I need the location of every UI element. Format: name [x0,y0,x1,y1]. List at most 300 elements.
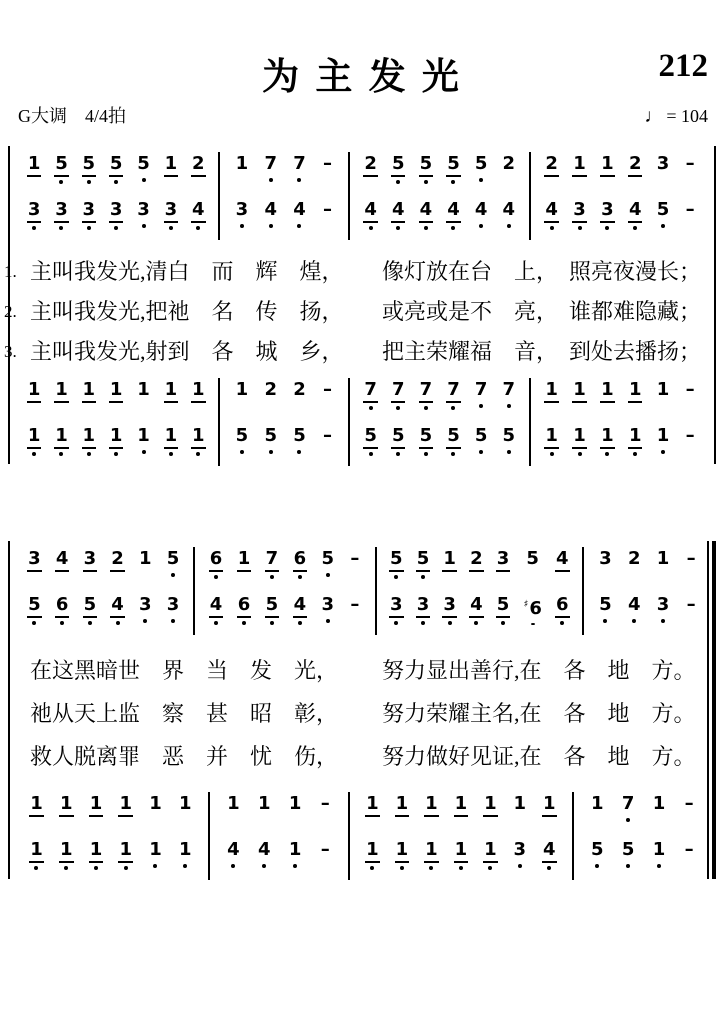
note: 5 [292,426,307,456]
key-time [18,102,126,128]
note-column [363,380,378,456]
note: 4 [110,595,125,625]
extension-dash: – [348,549,361,579]
octave-dot [501,575,505,579]
note-column [544,380,559,456]
lyric-right-phrase: 像灯放在台 上， 照亮夜漫长； [382,259,702,284]
octave-dot [269,404,273,408]
octave-dot [595,818,599,822]
note: 1 [395,794,410,824]
note: 1 [572,154,587,184]
note: 6 [55,595,70,625]
octave-dot [169,406,173,410]
octave-dot [424,226,428,230]
music-system-2 [10,372,714,466]
note-column [598,549,613,625]
octave-dot [661,404,665,408]
octave-dot [661,573,665,577]
octave-dot [240,178,244,182]
octave-dot [657,864,661,868]
note: 3 [164,200,179,230]
note-column [474,380,489,456]
note: 2 [628,154,643,184]
note-column [419,154,434,230]
note: 5 [474,154,489,184]
quarter-note-icon: ♩ [644,106,664,127]
note-column [166,549,181,625]
octave-dot [633,452,637,456]
octave-dot [32,226,36,230]
octave-dot [595,864,599,868]
octave-dot [369,406,373,410]
octave-dot [32,621,36,625]
octave-dot [116,621,120,625]
octave-dot [153,864,157,868]
note: 3 [83,549,98,579]
note: 5 [389,549,404,579]
octave-dot [325,224,329,228]
octave-dot [661,619,665,623]
sharp-icon: ♯ [523,599,529,610]
octave-dot [424,180,428,184]
note: 4 [446,200,461,230]
octave-dot [171,573,175,577]
note-column [454,794,469,870]
octave-dot [231,864,235,868]
octave-dot [479,224,483,228]
extension-dash: – [684,200,697,230]
note-column [321,154,334,230]
note: 6 [293,549,308,579]
octave-dot [114,180,118,184]
octave-dot [687,864,691,868]
octave-dot [87,406,91,410]
octave-dot [605,406,609,410]
note: 5 [391,154,406,184]
note: 1 [600,426,615,456]
extension-dash: – [321,380,334,410]
note: 7 [292,154,307,184]
measure [531,154,710,240]
note: 5 [621,840,636,870]
octave-dot [32,452,36,456]
octave-dot [124,866,128,870]
note: 6 [237,595,252,625]
extension-dash: – [319,840,332,870]
music-system-4 [10,786,716,880]
extension-dash: – [685,549,698,579]
note: 5 [263,426,278,456]
note-column [59,794,74,870]
octave-dot [632,573,636,577]
octave-dot [196,452,200,456]
note-column [590,794,605,870]
note: 5 [109,154,124,184]
octave-dot [231,818,235,822]
octave-dot [94,866,98,870]
note-column [628,380,643,456]
octave-dot [59,180,63,184]
note: 1 [454,840,469,870]
hymn-number: 212 [658,48,708,84]
note: 5 [446,426,461,456]
key-signature: G大调 [18,106,67,126]
measure [14,154,218,240]
octave-dot [34,866,38,870]
note-column [263,154,278,230]
note: 3 [27,200,42,230]
note: 4 [474,200,489,230]
octave-dot [124,820,128,824]
note-column [496,549,511,625]
octave-dot [474,621,478,625]
octave-dot [547,820,551,824]
octave-dot [269,178,273,182]
note: 5 [27,595,42,625]
note-column [395,794,410,870]
octave-dot [369,226,373,230]
measure [350,154,529,240]
note: 2 [191,154,206,184]
note: 3 [442,595,457,625]
lyric-left-phrase: 主叫我发光,把祂 名 传 扬， [30,299,344,324]
octave-dot [633,226,637,230]
measure [350,794,571,880]
tempo-marking [644,106,708,128]
octave-dot [242,575,246,579]
note: 4 [257,840,272,870]
octave-dot [688,404,692,408]
note-column [82,380,97,456]
note-column [348,549,361,625]
octave-dot [550,452,554,456]
note: 4 [628,200,643,230]
note-column [600,154,615,230]
note-column [523,549,543,625]
lyric-right-phrase: 努力做好见证,在 各 地 方。 [382,744,696,769]
octave-dot [325,404,329,408]
octave-dot [396,180,400,184]
octave-dot [214,621,218,625]
score-block-2 [8,541,716,879]
extension-dash: – [319,794,332,824]
octave-dot [421,575,425,579]
note-column [542,794,557,870]
note: 1 [365,840,380,870]
octave-dot [689,573,693,577]
measure [584,549,712,635]
octave-dot [293,818,297,822]
note: 1 [288,840,303,870]
octave-dot [369,180,373,184]
octave-dot [488,866,492,870]
octave-dot [196,406,200,410]
octave-dot [518,818,522,822]
note: 2 [363,154,378,184]
lyric-right-phrase: 或亮或是不 亮， 谁都难隐藏； [382,299,702,324]
note: 2 [292,380,307,410]
note: 6 [555,595,570,625]
note: 1 [29,840,44,870]
octave-dot [626,818,630,822]
lyric-left-phrase: 祂从天上监 察 甚 昭 彰， [30,701,339,726]
note: 1 [628,426,643,456]
octave-dot [153,818,157,822]
octave-dot [87,452,91,456]
extension-dash: – [684,380,697,410]
note: 1 [118,840,133,870]
octave-dot [143,619,147,623]
note-column [685,549,698,625]
note-column [237,549,252,625]
lyric-left-phrase: 救人脱离罪 恶 并 忧 伤， [30,744,339,769]
octave-dot [183,818,187,822]
note-column [82,154,97,230]
octave-dot [394,575,398,579]
note: 5 [419,154,434,184]
note: 4 [627,595,642,625]
note: 5 [83,595,98,625]
octave-dot [451,226,455,230]
measure [531,380,710,466]
note: 1 [656,549,671,579]
octave-dot [64,820,68,824]
octave-dot [169,226,173,230]
octave-dot [87,180,91,184]
note: 7 [263,154,278,184]
octave-dot [59,406,63,410]
note: 3 [656,154,671,184]
extension-dash: – [348,595,361,625]
octave-dot [531,623,535,625]
octave-dot [474,575,478,579]
note-column [544,154,559,230]
octave-dot [240,450,244,454]
octave-dot [396,452,400,456]
note-column [288,794,303,870]
octave-dot [323,864,327,868]
measure [195,549,374,635]
note: 1 [226,794,241,824]
note-column [442,549,457,625]
octave-dot [400,820,404,824]
octave-dot [550,180,554,184]
note: 2 [627,549,642,579]
note: 3 [496,549,511,579]
octave-dot [325,450,329,454]
octave-dot [297,404,301,408]
octave-dot [451,452,455,456]
note: 5 [496,595,511,625]
note-column [54,154,69,230]
note: 1 [600,154,615,184]
tempo-value: = 104 [666,106,708,126]
note-column [391,380,406,456]
note-column [83,549,98,625]
note-column [321,380,334,456]
note: 5 [82,154,97,184]
octave-dot [59,452,63,456]
octave-dot [196,226,200,230]
note: 5 [501,426,516,456]
octave-dot [116,575,120,579]
note-column [191,154,206,230]
note: 1 [572,380,587,410]
octave-dot [269,450,273,454]
note-column [209,549,224,625]
note: 1 [148,794,163,824]
note: ♯6 [523,595,543,625]
note: 1 [82,380,97,410]
note: 4 [542,840,557,870]
note-column [501,380,516,456]
note-column [446,154,461,230]
lyric-line [10,735,716,778]
octave-dot [429,866,433,870]
note: 7 [501,380,516,410]
octave-dot [400,866,404,870]
note-column [89,794,104,870]
note-column [27,154,42,230]
note: 6 [209,549,224,579]
verse-lyrics-block-2 [10,649,716,778]
note: 1 [191,380,206,410]
octave-dot [550,226,554,230]
octave-dot [421,621,425,625]
note-column [621,794,636,870]
note: 1 [164,154,179,184]
octave-dot [297,224,301,228]
note-column [191,380,206,456]
extension-dash: – [684,154,697,184]
note: 2 [469,549,484,579]
music-system-1 [10,146,714,240]
note-column [656,154,671,230]
note: 1 [442,549,457,579]
measure [574,794,712,880]
note: 3 [235,200,250,230]
time-signature: 4/4拍 [85,106,127,126]
octave-dot [297,178,301,182]
note: 5 [419,426,434,456]
note: 1 [235,380,250,410]
octave-dot [326,573,330,577]
lyric-right-phrase: 努力荣耀主名,在 各 地 方。 [382,701,696,726]
note-column [292,380,307,456]
octave-dot [262,864,266,868]
octave-dot [688,178,692,182]
octave-dot [32,406,36,410]
note-column [501,154,516,230]
note: 4 [209,595,224,625]
note: 1 [89,794,104,824]
octave-dot [269,224,273,228]
octave-dot [394,621,398,625]
note: 1 [483,794,498,824]
lyric-line [4,292,714,332]
note: 3 [54,200,69,230]
octave-dot [169,180,173,184]
note-column [656,549,671,625]
note: 4 [191,200,206,230]
note: 3 [656,595,671,625]
note: 1 [118,794,133,824]
octave-dot [396,406,400,410]
note-column [263,380,278,456]
note-column [29,794,44,870]
note-column [27,380,42,456]
octave-dot [424,452,428,456]
octave-dot [183,864,187,868]
octave-dot [142,224,146,228]
octave-dot [171,619,175,623]
note: 3 [109,200,124,230]
note-column [320,549,335,625]
octave-dot [142,178,146,182]
measure [210,794,348,880]
music-system-3 [10,541,716,635]
note: 1 [27,380,42,410]
octave-dot [578,226,582,230]
octave-dot [479,404,483,408]
note: 1 [191,426,206,456]
octave-dot [507,450,511,454]
note-column [416,549,431,625]
note: 1 [178,794,193,824]
octave-dot [293,864,297,868]
extension-dash: – [321,200,334,230]
note-column [109,380,124,456]
note: 1 [27,154,42,184]
octave-dot [240,224,244,228]
octave-dot [87,226,91,230]
octave-dot [32,180,36,184]
note: 4 [263,200,278,230]
final-barline-thin [707,541,709,879]
note: 1 [148,840,163,870]
note: 1 [656,380,671,410]
note: 5 [590,840,605,870]
octave-dot [459,820,463,824]
octave-dot [64,866,68,870]
note-column [265,549,280,625]
note: 5 [446,154,461,184]
note-column [684,154,697,230]
note: 7 [419,380,434,410]
note: 5 [320,549,335,579]
note: 4 [544,200,559,230]
note: 1 [235,154,250,184]
note: 1 [237,549,252,579]
octave-dot [501,621,505,625]
note: 1 [257,794,272,824]
note: 3 [389,595,404,625]
octave-dot [547,866,551,870]
note: 1 [29,794,44,824]
note-column [178,794,193,870]
octave-dot [270,621,274,625]
note: 1 [513,794,528,824]
lyric-line [10,649,716,692]
note-column [118,794,133,870]
octave-dot [507,404,511,408]
octave-dot [560,575,564,579]
note: 5 [474,426,489,456]
note: 1 [590,794,605,824]
octave-dot [88,621,92,625]
note-column [235,154,250,230]
note-column [257,794,272,870]
